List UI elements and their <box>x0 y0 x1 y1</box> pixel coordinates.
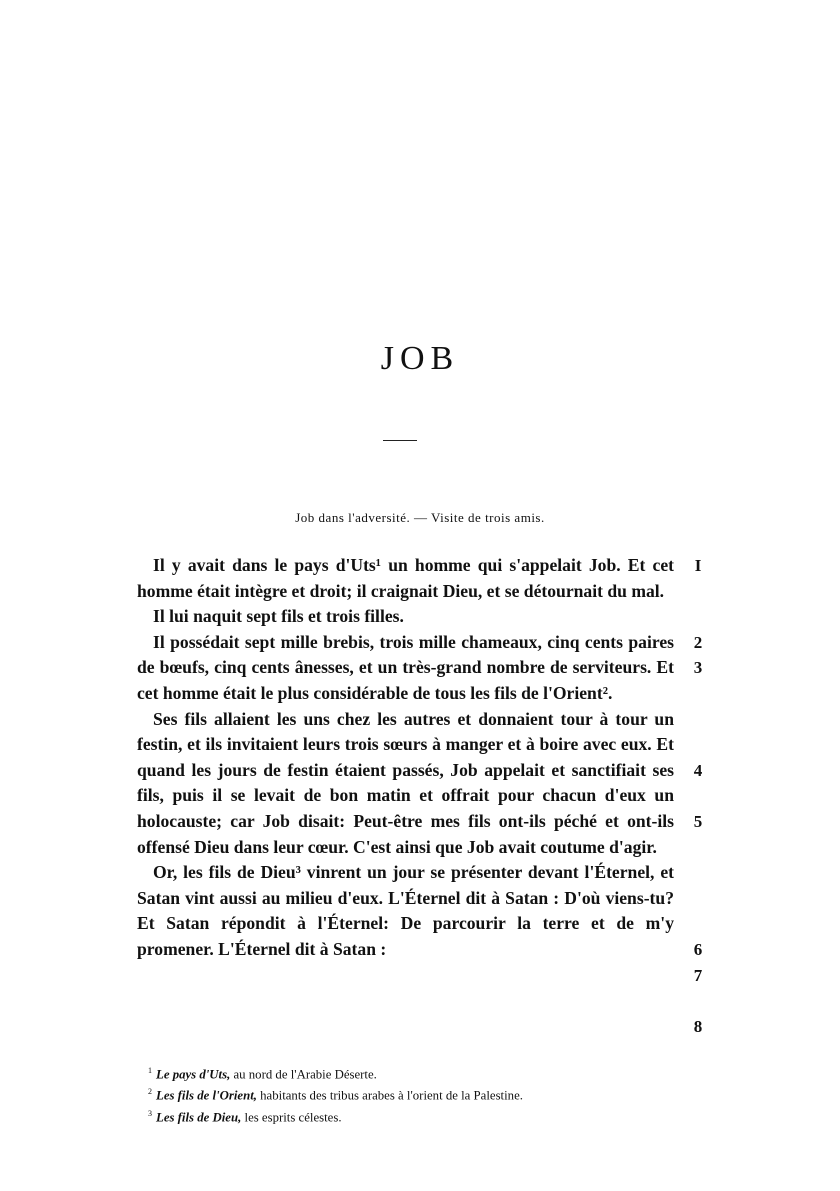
footnote-text: au nord de l'Arabie Déserte. <box>233 1067 377 1082</box>
verse-number <box>688 988 708 1014</box>
verse-number: 3 <box>693 658 703 678</box>
footnote-term: Les fils de Dieu, <box>156 1109 242 1124</box>
verse-number: 2 <box>693 632 703 652</box>
book-title: JOB <box>380 340 460 377</box>
footnote-mark: 3 <box>148 1108 152 1118</box>
footnote-term: Les fils de l'Orient, <box>156 1088 257 1103</box>
title-rule <box>383 440 417 441</box>
verse-number <box>688 860 708 886</box>
verse-number: 5 <box>693 811 703 831</box>
verse-number <box>688 835 708 861</box>
paragraph: Ses fils allaient les uns chez les autres et donnaient tour à tour un festin, et ils invitaient leurs trois sœurs à manger et à boire avec eux. Et quand les jours de festin étaient passés, Job appelait et sanctifiait ses fils, puis il se levait de bon matin et offrait pour chacun d'eux un holocauste; car Job disait: Peut-être mes fils ont-ils péché et ont-ils offensé Dieu dans leur cœur. C'est ainsi que Job avait coutume d'agir. <box>137 708 674 857</box>
verse-numbers <box>688 553 708 1039</box>
verse-number <box>688 732 708 758</box>
paragraph: Il y avait dans le pays d'Uts¹ un homme qui s'appelait Job. Et cet homme était intègre et droit; il craignait Dieu, et se détournait du mal. <box>137 555 674 601</box>
verse-number <box>688 707 708 733</box>
footnote <box>148 1105 688 1126</box>
verse-number <box>688 681 708 707</box>
footnote-text: habitants des tribus arabes à l'orient de la Palestine. <box>260 1088 523 1103</box>
verse-number: I <box>694 556 702 575</box>
verse-number <box>688 579 708 605</box>
footnote-mark: 1 <box>148 1066 152 1075</box>
verse-number <box>688 783 708 809</box>
footnote-text: les esprits célestes. <box>244 1109 342 1124</box>
footnotes <box>148 1062 688 1126</box>
verse-number: 4 <box>693 760 703 780</box>
footnote-mark: 2 <box>148 1087 152 1097</box>
paragraph: Il possédait sept mille brebis, trois mille chameaux, cinq cents paires de bœufs, cinq cents ânesses, et un très-grand nombre de serviteurs. Et cet homme était le plus considérable de tous les fils de l'Orient². <box>137 631 674 703</box>
chapter-text <box>137 553 674 963</box>
verse-number: 8 <box>693 1016 703 1036</box>
footnote <box>148 1083 688 1104</box>
footnote <box>148 1062 688 1083</box>
paragraph: Or, les fils de Dieu³ vinrent un jour se présenter devant l'Éternel, et Satan vint aussi au milieu d'eux. L'Éternel dit à Satan : D'où viens-tu? Et Satan répondit à l'Éternel: De parcourir la terre et de m'y promener. L'Éternel dit à Satan : <box>137 862 674 959</box>
verse-number: 6 <box>693 939 703 959</box>
verse-number <box>688 911 708 937</box>
verse-number <box>688 886 708 912</box>
verse-number: 7 <box>693 965 703 985</box>
footnote-term: Le pays d'Uts, <box>156 1067 231 1082</box>
paragraph: Il lui naquit sept fils et trois filles. <box>153 606 404 627</box>
chapter-heading: Job dans l'adversité. — Visite de trois amis. <box>295 510 545 525</box>
verse-number <box>688 604 708 630</box>
